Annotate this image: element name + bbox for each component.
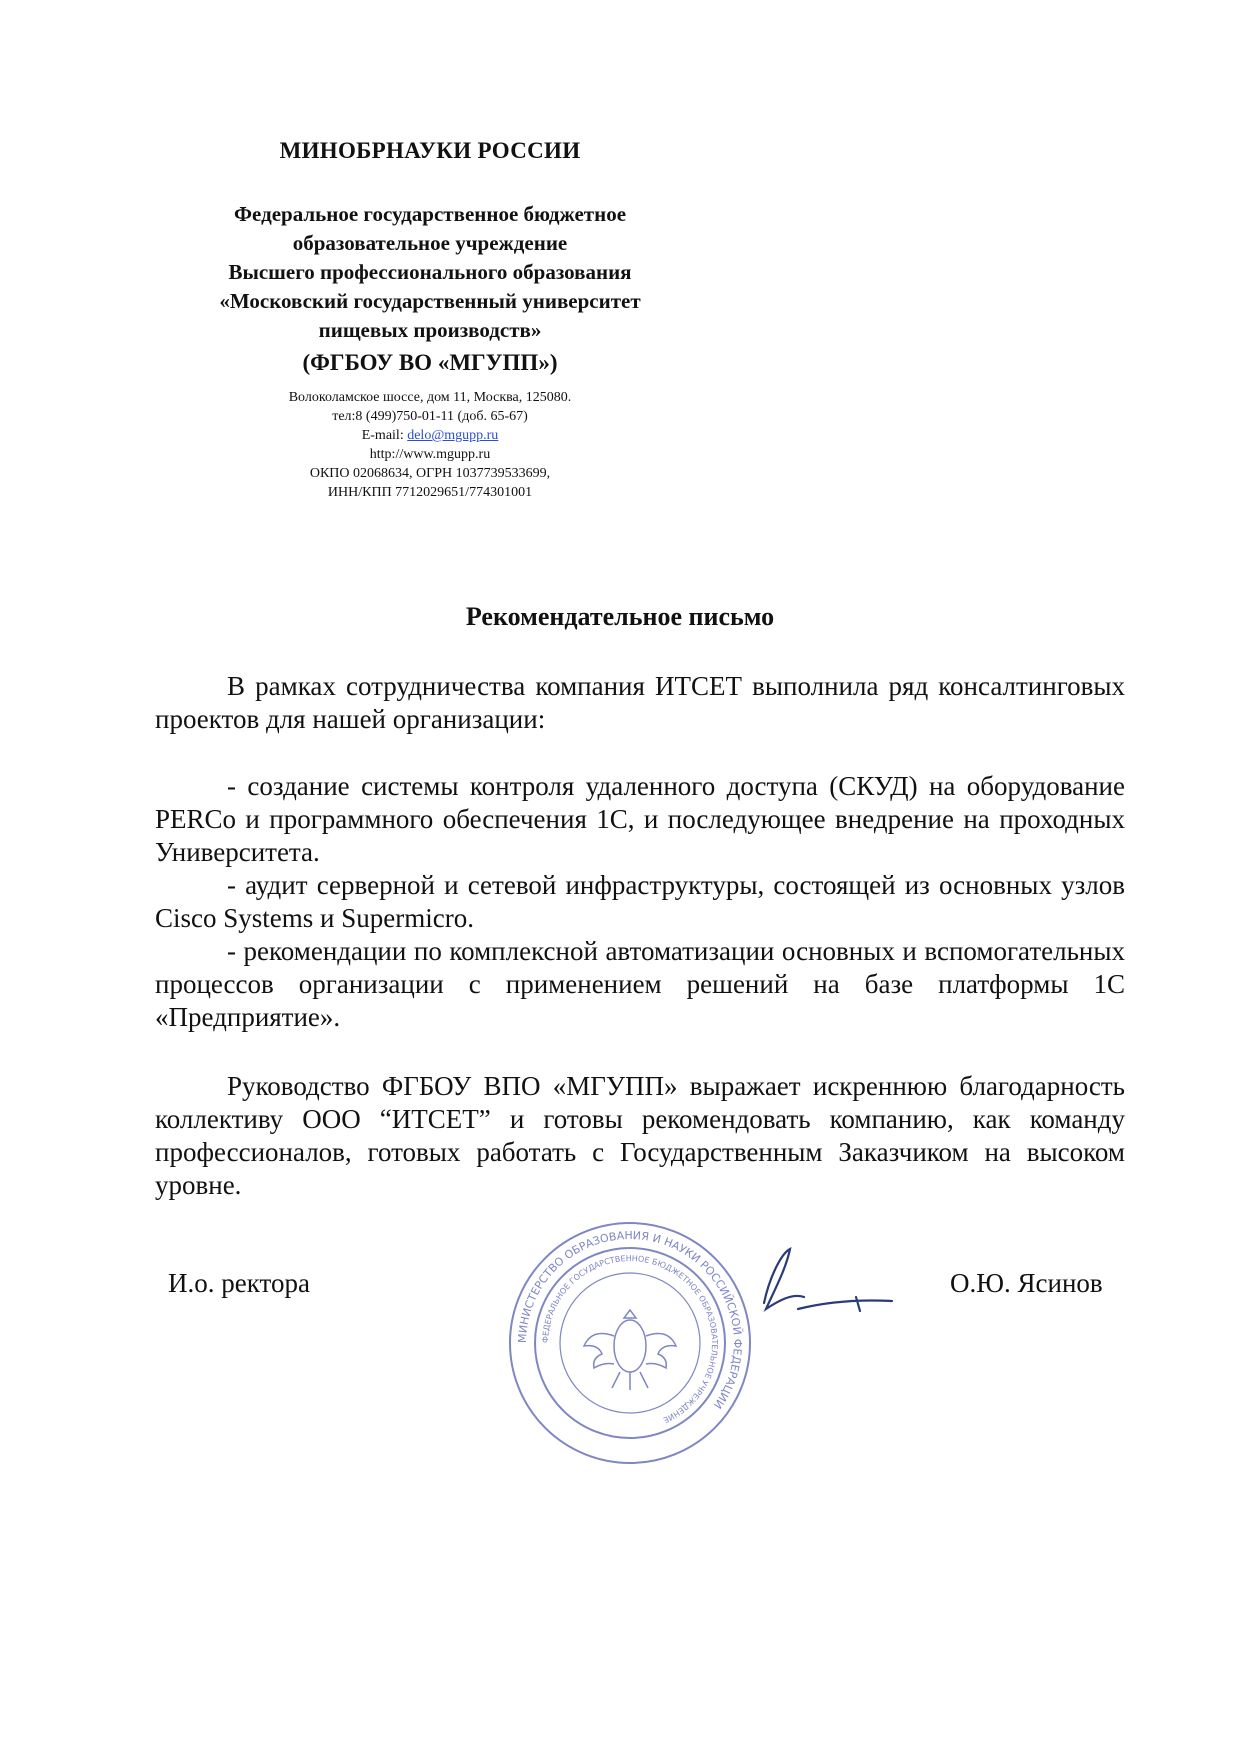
list-item: - аудит серверной и сетевой инфраструктуры, состоящей из основных узлов Cisco Systems и Supermicro. [155,870,1125,933]
document-title: Рекомендательное письмо [465,602,775,631]
ministry-name: МИНОБРНАУКИ РОССИИ [279,138,581,163]
org-name-line: Высшего профессионального образования [228,260,632,284]
list-item: - рекомендации по комплексной автоматизации основных и вспомогательных процессов организации с применением решений на базе платформы 1С «Предприятие». [155,936,1125,1032]
eagle-emblem-icon [584,1310,676,1390]
stamp-inner-ring [560,1273,700,1413]
org-name-line: Федеральное государственное бюджетное [233,202,627,226]
letterhead [150,138,710,379]
signer-title: И.о. ректора [168,1268,310,1298]
handwritten-signature [752,1245,902,1335]
org-abbreviation: (ФГБОУ ВО «МГУПП») [302,350,558,375]
email-line [200,426,660,445]
stamp-outer-text: МИНИСТЕРСТВО ОБРАЗОВАНИЯ И НАУКИ РОССИЙСКОЙ ФЕДЕРАЦИИ [515,1228,745,1412]
org-name-line: образовательное учреждение [292,231,568,255]
contacts-block [200,388,660,502]
closing-paragraph [155,1070,1125,1202]
project-list [155,770,1125,1034]
phone: тел:8 (499)750-01-11 (доб. 65-67) [332,409,528,424]
okpo-ogrn: ОКПО 02068634, ОГРН 1037739533699, [309,466,551,481]
intro-text: В рамках сотрудничества компания ИТСЕТ выполнила ряд консалтинговых проектов для нашей организации: [155,671,1125,734]
org-name-line: «Московский государственный университет [219,289,641,313]
stamp-inner-text: ФЕДЕРАЛЬНОЕ ГОСУДАРСТВЕННОЕ БЮДЖЕТНОЕ ОБРАЗОВАТЕЛЬНОЕ УЧРЕЖДЕНИЕ [540,1253,720,1425]
website: http://www.mgupp.ru [369,447,491,462]
closing-text: Руководство ФГБОУ ВПО «МГУПП» выражает искреннюю благодарность коллективу ООО “ИТСЕТ” и готовы рекомендовать компанию, как команду профессионалов, готовых работать с Государственным Заказчиком на высоком уровне. [155,1071,1125,1200]
inn-kpp: ИНН/КПП 7712029651/774301001 [327,485,533,500]
org-name-line: пищевых производств» [318,318,542,342]
signer-name: О.Ю. Ясинов [950,1268,1103,1298]
stamp-mid-ring [535,1248,725,1438]
official-stamp [505,1218,755,1468]
intro-paragraph [155,670,1125,736]
email-label: E-mail: [361,428,408,443]
address: Волоколамское шоссе, дом 11, Москва, 125080. [288,390,572,405]
list-item: - создание системы контроля удаленного доступа (СКУД) на оборудование PERCo и программного обеспечения 1С, и последующее внедрение на проходных Университета. [155,771,1125,867]
email-link[interactable]: delo@mgupp.ru [407,428,499,443]
